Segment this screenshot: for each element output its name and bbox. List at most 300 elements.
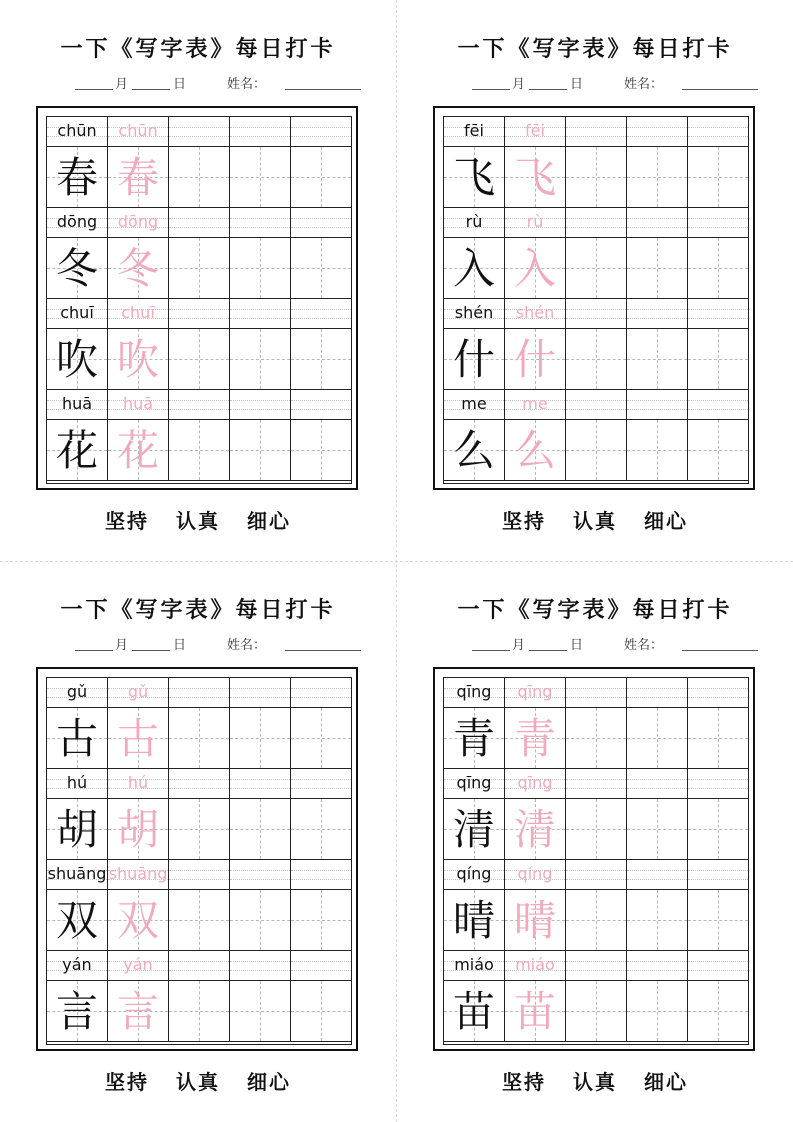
pinyin-cell [108, 208, 169, 237]
pinyin-row [47, 208, 351, 238]
pinyin-cell[interactable] [230, 951, 291, 980]
month-label: 月 [512, 77, 526, 92]
tian-zi-cell [108, 238, 169, 298]
date-name-line [472, 73, 762, 93]
pinyin-text: rù [465, 212, 483, 231]
pinyin-cell [47, 208, 108, 237]
tian-zi-cell[interactable] [230, 799, 291, 859]
tian-zi-cell [47, 329, 108, 389]
pinyin-cell[interactable] [169, 769, 230, 798]
tian-zi-cell[interactable] [566, 420, 627, 480]
pinyin-cell[interactable] [688, 117, 748, 146]
tian-zi-cell [108, 799, 169, 859]
pinyin-text: huā [61, 394, 93, 413]
tian-zi-cell [47, 420, 108, 480]
character-row [444, 799, 748, 860]
pinyin-trace-text: huā [122, 394, 154, 413]
pinyin-cell[interactable] [688, 299, 748, 328]
pinyin-cell[interactable] [230, 860, 291, 889]
trace-character: 么 [513, 426, 556, 475]
model-character: 晴 [452, 896, 495, 945]
pinyin-trace-text: qīng [517, 682, 553, 701]
tian-zi-cell [505, 890, 566, 950]
pinyin-row [444, 951, 748, 981]
model-character: 入 [452, 244, 495, 293]
practice-card [397, 561, 793, 1122]
pinyin-cell[interactable] [688, 390, 748, 419]
day-label: 日 [570, 77, 584, 92]
tian-zi-cell[interactable] [688, 890, 748, 950]
character-row [444, 420, 748, 481]
pinyin-cell[interactable] [566, 678, 627, 707]
tian-zi-cell [47, 147, 108, 207]
pinyin-cell[interactable] [566, 390, 627, 419]
pinyin-trace-text: shuāng [108, 864, 168, 883]
tian-zi-cell[interactable] [566, 238, 627, 298]
card-title: 一下《写字表》每日打卡 [457, 597, 733, 623]
character-row [444, 981, 748, 1042]
tian-zi-cell [108, 329, 169, 389]
pinyin-trace-text: miáo [515, 955, 555, 974]
pinyin-cell[interactable] [169, 299, 230, 328]
pinyin-cell [505, 678, 566, 707]
tian-zi-cell [444, 890, 505, 950]
trace-character: 晴 [513, 896, 556, 945]
month-label: 月 [115, 77, 129, 92]
tian-zi-cell[interactable] [627, 147, 688, 207]
month-blank[interactable] [75, 650, 113, 651]
character-row [444, 329, 748, 390]
name-blank[interactable] [682, 650, 758, 651]
pinyin-cell[interactable] [291, 860, 351, 889]
month-blank[interactable] [472, 89, 510, 90]
pinyin-cell[interactable] [566, 860, 627, 889]
tian-zi-cell[interactable] [230, 147, 291, 207]
tian-zi-cell [505, 708, 566, 768]
tian-zi-cell[interactable] [566, 890, 627, 950]
motto-text: 坚持 认真 细心 [105, 509, 291, 533]
name-label: 姓名： [227, 77, 267, 92]
pinyin-cell[interactable] [291, 208, 351, 237]
tian-zi-cell [47, 890, 108, 950]
pinyin-text: shuāng [47, 864, 107, 883]
model-character: 什 [452, 335, 495, 384]
tian-zi-cell [444, 708, 505, 768]
pinyin-text: fēi [464, 121, 484, 140]
day-blank[interactable] [132, 89, 170, 90]
date-name-line [75, 634, 365, 654]
writing-grid [443, 116, 749, 484]
tian-zi-cell[interactable] [688, 420, 748, 480]
tian-zi-cell [108, 890, 169, 950]
name-blank[interactable] [682, 89, 758, 90]
month-label: 月 [115, 638, 129, 653]
practice-card [397, 0, 793, 561]
tian-zi-cell[interactable] [688, 147, 748, 207]
pinyin-cell [444, 678, 505, 707]
card-title: 一下《写字表》每日打卡 [60, 597, 336, 623]
pinyin-cell [505, 299, 566, 328]
pinyin-cell[interactable] [566, 208, 627, 237]
pinyin-cell[interactable] [169, 951, 230, 980]
pinyin-trace-text: yán [123, 955, 153, 974]
tian-zi-cell[interactable] [627, 981, 688, 1041]
card-title: 一下《写字表》每日打卡 [60, 36, 336, 62]
tian-zi-cell[interactable] [169, 890, 230, 950]
tian-zi-cell [505, 420, 566, 480]
model-character: 么 [452, 426, 495, 475]
pinyin-cell [444, 390, 505, 419]
pinyin-row [47, 299, 351, 329]
trace-character: 入 [513, 244, 556, 293]
pinyin-text: shén [454, 303, 494, 322]
character-row [47, 238, 351, 299]
pinyin-cell[interactable] [688, 769, 748, 798]
tian-zi-cell[interactable] [169, 799, 230, 859]
tian-zi-cell[interactable] [230, 329, 291, 389]
trace-character: 吹 [116, 335, 159, 384]
tian-zi-cell[interactable] [230, 238, 291, 298]
motto-text: 坚持 认真 细心 [502, 509, 688, 533]
tian-zi-cell [505, 238, 566, 298]
pinyin-trace-text: me [522, 394, 548, 413]
pinyin-trace-text: hú [127, 773, 149, 792]
tian-zi-cell [505, 329, 566, 389]
pinyin-trace-text: qíng [517, 864, 553, 883]
tian-zi-cell [108, 708, 169, 768]
tian-zi-cell [444, 238, 505, 298]
pinyin-cell[interactable] [566, 769, 627, 798]
pinyin-cell [108, 299, 169, 328]
pinyin-cell [47, 860, 108, 889]
pinyin-text: qíng [456, 864, 492, 883]
pinyin-cell[interactable] [291, 678, 351, 707]
pinyin-trace-text: chuī [121, 303, 155, 322]
pinyin-row [444, 208, 748, 238]
pinyin-text: hú [66, 773, 88, 792]
character-row [444, 147, 748, 208]
character-row [444, 708, 748, 769]
pinyin-cell[interactable] [291, 769, 351, 798]
pinyin-row [47, 860, 351, 890]
practice-frame [36, 106, 358, 490]
model-character: 双 [55, 896, 98, 945]
model-character: 吹 [55, 335, 98, 384]
tian-zi-cell[interactable] [688, 238, 748, 298]
motto-text: 坚持 认真 细心 [105, 1070, 291, 1094]
practice-frame [36, 667, 358, 1051]
pinyin-cell[interactable] [627, 117, 688, 146]
pinyin-row [444, 678, 748, 708]
model-character: 苗 [452, 987, 495, 1036]
pinyin-cell[interactable] [566, 117, 627, 146]
motto-text: 坚持 认真 细心 [502, 1070, 688, 1094]
model-character: 青 [452, 714, 495, 763]
day-label: 日 [570, 638, 584, 653]
character-row [47, 799, 351, 860]
name-label: 姓名： [624, 638, 664, 653]
month-blank[interactable] [75, 89, 113, 90]
trace-character: 胡 [116, 805, 159, 854]
tian-zi-cell[interactable] [566, 799, 627, 859]
trace-character: 春 [116, 153, 159, 202]
character-row [47, 420, 351, 481]
model-character: 春 [55, 153, 98, 202]
pinyin-cell [505, 860, 566, 889]
tian-zi-cell[interactable] [566, 147, 627, 207]
tian-zi-cell[interactable] [627, 329, 688, 389]
tian-zi-cell[interactable] [230, 890, 291, 950]
trace-character: 清 [513, 805, 556, 854]
tian-zi-cell [47, 799, 108, 859]
pinyin-cell [505, 208, 566, 237]
tian-zi-cell[interactable] [627, 708, 688, 768]
day-label: 日 [173, 77, 187, 92]
character-row [47, 890, 351, 951]
tian-zi-cell[interactable] [230, 420, 291, 480]
pinyin-cell [47, 769, 108, 798]
pinyin-cell [444, 951, 505, 980]
character-row [444, 238, 748, 299]
pinyin-cell[interactable] [566, 299, 627, 328]
pinyin-cell[interactable] [230, 299, 291, 328]
pinyin-cell [444, 769, 505, 798]
pinyin-cell [47, 678, 108, 707]
practice-card [0, 561, 396, 1122]
model-character: 胡 [55, 805, 98, 854]
trace-character: 青 [513, 714, 556, 763]
tian-zi-cell[interactable] [627, 890, 688, 950]
pinyin-row [47, 390, 351, 420]
pinyin-cell [444, 299, 505, 328]
name-blank[interactable] [285, 650, 361, 651]
tian-zi-cell[interactable] [688, 329, 748, 389]
tian-zi-cell[interactable] [688, 708, 748, 768]
pinyin-trace-text: chūn [118, 121, 158, 140]
character-row [47, 981, 351, 1042]
tian-zi-cell[interactable] [291, 981, 351, 1041]
tian-zi-cell[interactable] [688, 981, 748, 1041]
pinyin-cell[interactable] [627, 299, 688, 328]
pinyin-row [47, 678, 351, 708]
pinyin-cell [47, 117, 108, 146]
pinyin-text: chuī [60, 303, 94, 322]
pinyin-cell[interactable] [230, 769, 291, 798]
tian-zi-cell[interactable] [169, 147, 230, 207]
writing-grid [46, 116, 352, 484]
pinyin-cell[interactable] [291, 299, 351, 328]
pinyin-cell[interactable] [688, 860, 748, 889]
month-label: 月 [512, 638, 526, 653]
pinyin-trace-text: gǔ [127, 682, 149, 701]
pinyin-cell[interactable] [230, 678, 291, 707]
pinyin-cell [108, 951, 169, 980]
tian-zi-cell [47, 981, 108, 1041]
pinyin-row [47, 117, 351, 147]
pinyin-text: qīng [456, 773, 492, 792]
tian-zi-cell[interactable] [169, 238, 230, 298]
pinyin-cell [444, 208, 505, 237]
pinyin-cell[interactable] [688, 951, 748, 980]
tian-zi-cell [444, 799, 505, 859]
pinyin-cell[interactable] [566, 951, 627, 980]
pinyin-trace-text: qīng [517, 773, 553, 792]
model-character: 清 [452, 805, 495, 854]
pinyin-cell[interactable] [291, 951, 351, 980]
tian-zi-cell [505, 799, 566, 859]
pinyin-cell [505, 117, 566, 146]
pinyin-cell[interactable] [627, 390, 688, 419]
writing-grid [443, 677, 749, 1045]
pinyin-row [47, 769, 351, 799]
writing-grid [46, 677, 352, 1045]
tian-zi-cell[interactable] [291, 799, 351, 859]
practice-frame [433, 667, 755, 1051]
tian-zi-cell [444, 329, 505, 389]
pinyin-cell [47, 951, 108, 980]
tian-zi-cell[interactable] [230, 981, 291, 1041]
tian-zi-cell[interactable] [688, 799, 748, 859]
pinyin-text: chūn [57, 121, 97, 140]
trace-character: 苗 [513, 987, 556, 1036]
character-row [47, 147, 351, 208]
pinyin-row [444, 769, 748, 799]
tian-zi-cell [47, 238, 108, 298]
card-title: 一下《写字表》每日打卡 [457, 36, 733, 62]
pinyin-cell[interactable] [627, 951, 688, 980]
practice-frame [433, 106, 755, 490]
character-row [47, 708, 351, 769]
tian-zi-cell [47, 708, 108, 768]
name-label: 姓名： [227, 638, 267, 653]
pinyin-cell [47, 299, 108, 328]
tian-zi-cell[interactable] [627, 238, 688, 298]
pinyin-cell [444, 860, 505, 889]
pinyin-cell[interactable] [688, 208, 748, 237]
pinyin-row [444, 117, 748, 147]
pinyin-trace-text: shén [515, 303, 555, 322]
pinyin-cell[interactable] [291, 390, 351, 419]
pinyin-cell [108, 769, 169, 798]
tian-zi-cell [505, 147, 566, 207]
pinyin-cell[interactable] [169, 860, 230, 889]
tian-zi-cell [505, 981, 566, 1041]
pinyin-cell[interactable] [169, 208, 230, 237]
tian-zi-cell[interactable] [291, 147, 351, 207]
tian-zi-cell[interactable] [291, 329, 351, 389]
pinyin-cell[interactable] [169, 390, 230, 419]
month-blank[interactable] [472, 650, 510, 651]
day-blank[interactable] [529, 89, 567, 90]
pinyin-row [444, 860, 748, 890]
tian-zi-cell [444, 147, 505, 207]
pinyin-cell[interactable] [627, 860, 688, 889]
pinyin-cell [108, 117, 169, 146]
tian-zi-cell[interactable] [291, 420, 351, 480]
tian-zi-cell[interactable] [627, 799, 688, 859]
model-character: 飞 [452, 153, 495, 202]
model-character: 花 [55, 426, 98, 475]
pinyin-cell [505, 769, 566, 798]
tian-zi-cell [108, 420, 169, 480]
trace-character: 言 [116, 987, 159, 1036]
tian-zi-cell [108, 147, 169, 207]
tian-zi-cell [108, 981, 169, 1041]
tian-zi-cell[interactable] [169, 708, 230, 768]
day-blank[interactable] [529, 650, 567, 651]
pinyin-cell[interactable] [169, 117, 230, 146]
pinyin-text: qīng [456, 682, 492, 701]
tian-zi-cell[interactable] [230, 708, 291, 768]
pinyin-text: yán [62, 955, 92, 974]
trace-character: 双 [116, 896, 159, 945]
character-row [444, 890, 748, 951]
tian-zi-cell[interactable] [566, 708, 627, 768]
tian-zi-cell[interactable] [566, 981, 627, 1041]
pinyin-row [47, 951, 351, 981]
pinyin-text: me [461, 394, 487, 413]
pinyin-text: miáo [454, 955, 494, 974]
tian-zi-cell [444, 420, 505, 480]
tian-zi-cell[interactable] [169, 420, 230, 480]
pinyin-cell [505, 951, 566, 980]
pinyin-cell[interactable] [291, 117, 351, 146]
trace-character: 花 [116, 426, 159, 475]
pinyin-cell[interactable] [230, 117, 291, 146]
tian-zi-cell[interactable] [291, 238, 351, 298]
trace-character: 什 [513, 335, 556, 384]
practice-card [0, 0, 396, 561]
pinyin-text: gǔ [66, 682, 88, 701]
pinyin-row [444, 299, 748, 329]
pinyin-cell [108, 860, 169, 889]
trace-character: 古 [116, 714, 159, 763]
tian-zi-cell[interactable] [291, 708, 351, 768]
date-name-line [75, 73, 365, 93]
character-row [47, 329, 351, 390]
pinyin-cell [505, 390, 566, 419]
pinyin-cell[interactable] [627, 208, 688, 237]
tian-zi-cell[interactable] [169, 329, 230, 389]
name-label: 姓名： [624, 77, 664, 92]
model-character: 冬 [55, 244, 98, 293]
pinyin-trace-text: dōng [117, 212, 159, 231]
tian-zi-cell[interactable] [291, 890, 351, 950]
pinyin-cell[interactable] [230, 208, 291, 237]
pinyin-cell [47, 390, 108, 419]
day-label: 日 [173, 638, 187, 653]
pinyin-cell[interactable] [627, 678, 688, 707]
pinyin-cell[interactable] [627, 769, 688, 798]
name-blank[interactable] [285, 89, 361, 90]
tian-zi-cell[interactable] [566, 329, 627, 389]
pinyin-cell [108, 390, 169, 419]
pinyin-cell [444, 117, 505, 146]
tian-zi-cell[interactable] [169, 981, 230, 1041]
pinyin-cell[interactable] [688, 678, 748, 707]
date-name-line [472, 634, 762, 654]
pinyin-cell[interactable] [230, 390, 291, 419]
model-character: 古 [55, 714, 98, 763]
trace-character: 冬 [116, 244, 159, 293]
pinyin-cell[interactable] [169, 678, 230, 707]
pinyin-cell [108, 678, 169, 707]
tian-zi-cell[interactable] [627, 420, 688, 480]
tian-zi-cell [444, 981, 505, 1041]
trace-character: 飞 [513, 153, 556, 202]
model-character: 言 [55, 987, 98, 1036]
day-blank[interactable] [132, 650, 170, 651]
